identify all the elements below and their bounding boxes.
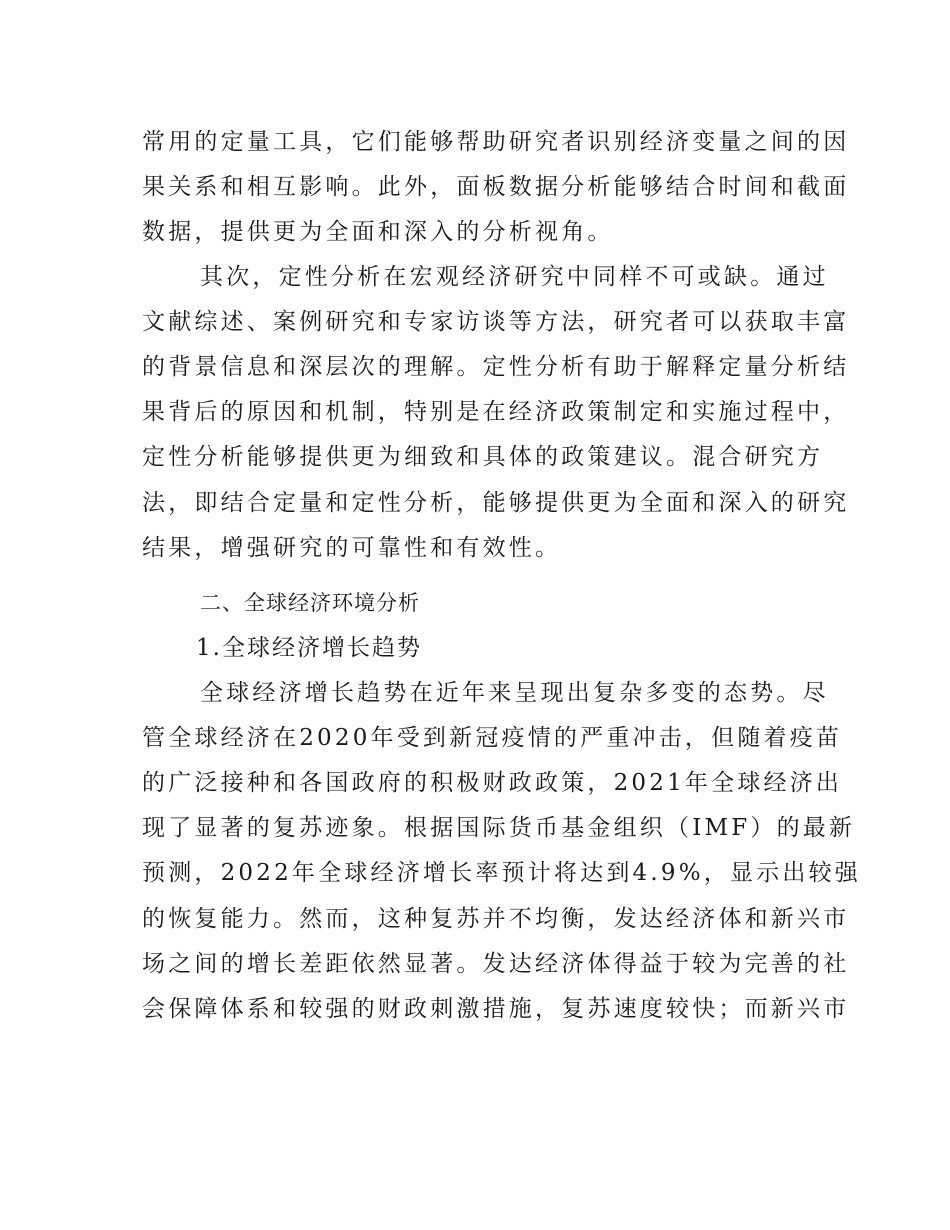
paragraph-line: 现了显著的复苏迹象。根据国际货币基金组织（IMF）的最新 xyxy=(142,815,856,841)
paragraph-line: 的背景信息和深层次的理解。定性分析有助于解释定量分析结 xyxy=(142,354,850,380)
paragraph-line: 果关系和相互影响。此外，面板数据分析能够结合时间和截面 xyxy=(142,174,850,200)
paragraph-line: 场之间的增长差距依然显著。发达经济体得益于较为完善的社 xyxy=(142,951,850,977)
paragraph-line: 全球经济增长趋势在近年来呈现出复杂多变的态势。尽 xyxy=(200,680,829,706)
paragraph-line: 会保障体系和较强的财政刺激措施，复苏速度较快；而新兴市 xyxy=(142,996,850,1022)
paragraph-line: 结果，增强研究的可靠性和有效性。 xyxy=(142,535,562,561)
paragraph-line: 数据，提供更为全面和深入的分析视角。 xyxy=(142,219,614,245)
paragraph-line: 管全球经济在2020年受到新冠疫情的严重冲击，但随着疫苗 xyxy=(142,725,843,751)
paragraph-line: 其次，定性分析在宏观经济研究中同样不可或缺。通过 xyxy=(200,264,829,290)
paragraph-line: 果背后的原因和机制，特别是在经济政策制定和实施过程中， xyxy=(142,399,850,425)
paragraph-line: 的恢复能力。然而，这种复苏并不均衡，发达经济体和新兴市 xyxy=(142,906,850,932)
paragraph-line: 预测，2022年全球经济增长率预计将达到4.9%，显示出较强 xyxy=(142,860,861,886)
paragraph-line: 文献综述、案例研究和专家访谈等方法，研究者可以获取丰富 xyxy=(142,309,850,335)
paragraph-line: 定性分析能够提供更为细致和具体的政策建议。混合研究方 xyxy=(142,444,824,470)
paragraph-line: 常用的定量工具，它们能够帮助研究者识别经济变量之间的因 xyxy=(142,129,850,155)
paragraph-line: 的广泛接种和各国政府的积极财政政策，2021年全球经济出 xyxy=(142,770,843,796)
paragraph-line: 法，即结合定量和定性分析，能够提供更为全面和深入的研究 xyxy=(142,490,850,516)
section-heading: 二、全球经济环境分析 xyxy=(200,591,420,615)
subsection-heading: 1.全球经济增长趋势 xyxy=(196,635,422,661)
